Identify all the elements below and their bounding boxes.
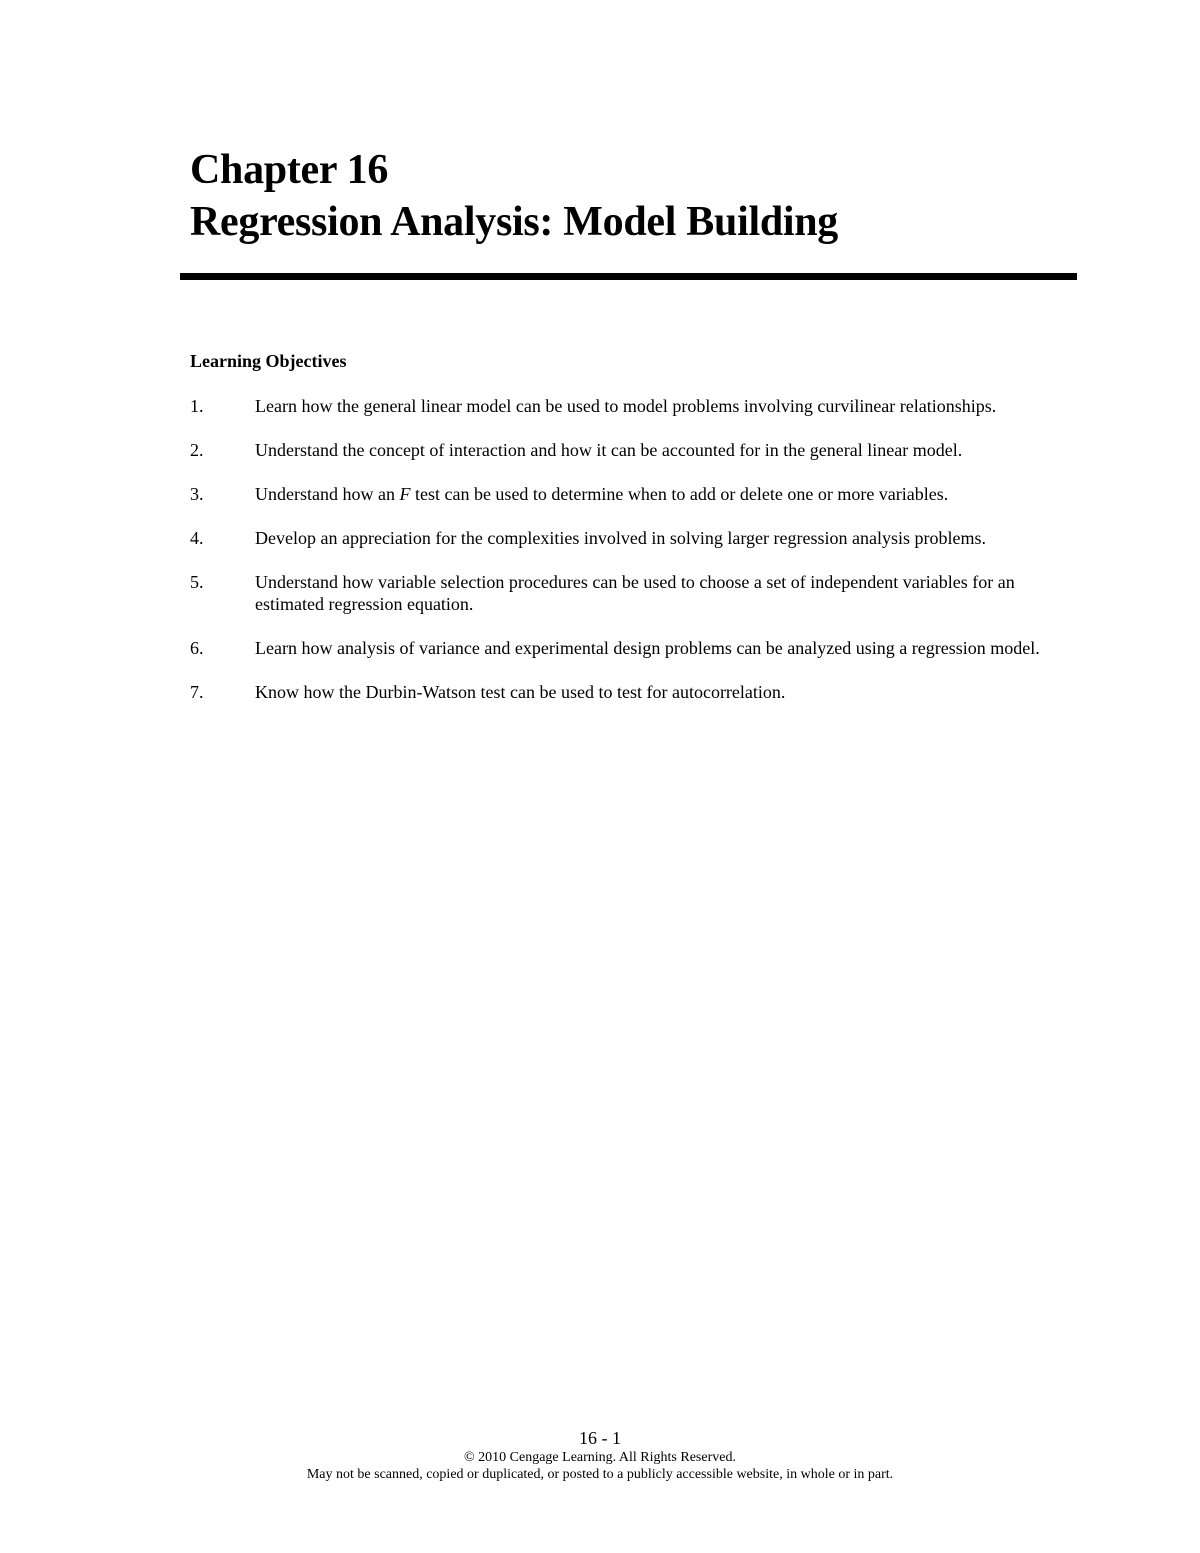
usage-notice: May not be scanned, copied or duplicated, or posted to a publicly accessible website, in whole or in part. bbox=[306, 1467, 894, 1482]
chapter-heading bbox=[190, 144, 838, 248]
item-text-italic: F bbox=[399, 484, 411, 504]
chapter-number: Chapter 16 bbox=[190, 147, 389, 193]
item-text bbox=[255, 483, 1070, 505]
objectives-heading: Learning Objectives bbox=[190, 351, 347, 371]
item-number: 6. bbox=[190, 638, 204, 658]
list-item bbox=[190, 681, 1070, 703]
copyright-notice: © 2010 Cengage Learning. All Rights Reserved. bbox=[464, 1450, 736, 1465]
page-number: 16 - 1 bbox=[579, 1428, 621, 1448]
item-text: Understand the concept of interaction and how it can be accounted for in the general linear model. bbox=[255, 440, 963, 460]
list-item bbox=[190, 527, 1070, 549]
item-text-before: Understand how an bbox=[255, 484, 400, 504]
list-item bbox=[190, 395, 1070, 417]
list-item bbox=[190, 571, 1070, 615]
item-number: 7. bbox=[190, 682, 204, 702]
item-text: Develop an appreciation for the complexities involved in solving larger regression analysis problems. bbox=[255, 528, 986, 548]
item-number: 2. bbox=[190, 440, 204, 460]
item-text: Learn how the general linear model can be used to model problems involving curvilinear relationships. bbox=[255, 396, 997, 416]
item-number: 1. bbox=[190, 396, 204, 416]
list-item bbox=[190, 637, 1070, 659]
title-rule bbox=[180, 273, 1077, 280]
item-number: 3. bbox=[190, 484, 204, 504]
list-item bbox=[190, 483, 1070, 505]
page-footer bbox=[0, 1427, 1200, 1483]
item-text: Know how the Durbin-Watson test can be used to test for autocorrelation. bbox=[255, 682, 786, 702]
list-item bbox=[190, 439, 1070, 461]
chapter-title: Regression Analysis: Model Building bbox=[190, 199, 839, 245]
item-text: Understand how variable selection procedures can be used to choose a set of independent variables for an estimated regression equation. bbox=[255, 572, 1015, 614]
item-text-after: test can be used to determine when to add or delete one or more variables. bbox=[410, 484, 949, 504]
objectives-list bbox=[190, 395, 1070, 725]
item-text: Learn how analysis of variance and experimental design problems can be analyzed using a regression model. bbox=[255, 638, 1040, 658]
item-number: 4. bbox=[190, 528, 204, 548]
item-number: 5. bbox=[190, 572, 204, 592]
